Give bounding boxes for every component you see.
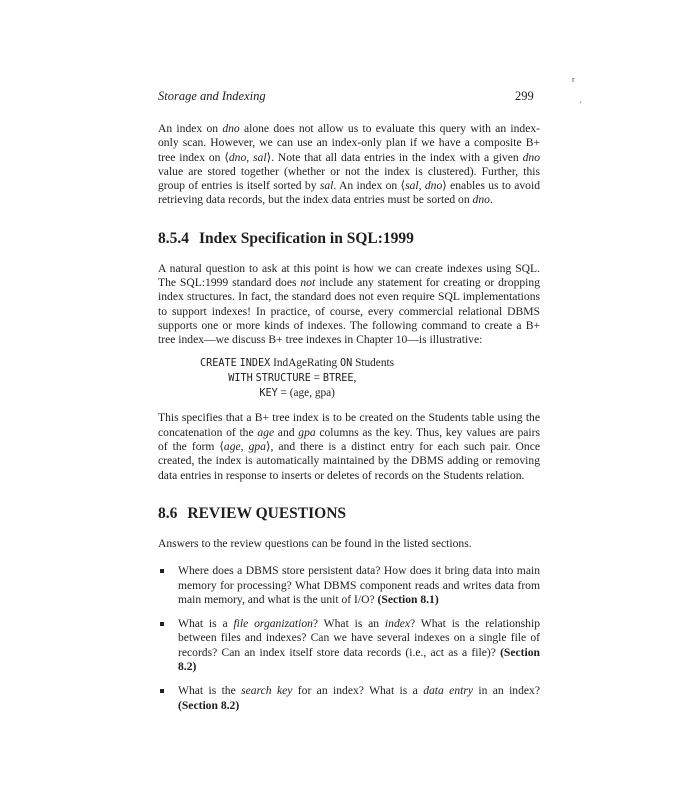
margin-mark: ' bbox=[580, 100, 582, 109]
list-item: What is the search key for an index? What is a data entry in an index? (Section 8.2) bbox=[158, 684, 540, 713]
section-heading-8-6: 8.6 REVIEW QUESTIONS bbox=[158, 504, 347, 522]
index-explanation-paragraph: This specifies that a B+ tree index is to be created on the Students table using the concatenation of the age and gpa columns as the key. Thus, key values are pairs of the form ⟨age, gpa⟩, and there is a distinct entry for each such pair. Once created, the index is automatically maintained by the DBMS adding or removing data entries in response to inserts or deletes of records on the Students relation. bbox=[158, 411, 540, 482]
review-intro: Answers to the review questions can be found in the listed sections. bbox=[158, 536, 472, 550]
running-header-title: Storage and Indexing bbox=[158, 89, 266, 103]
page-number: 299 bbox=[515, 89, 534, 103]
page-body bbox=[158, 122, 540, 713]
bullet-icon bbox=[160, 569, 164, 573]
intro-paragraph: An index on dno alone does not allow us to evaluate this query with an index-only scan. However, we can use an index-only plan if we have a composite B+ tree index on ⟨dno, sal⟩. Note that all data entries in the index with a given dno value are stored together (whether or not the index is clustered). Further, this group of entries is itself sorted by sal. An index on ⟨sal, dno⟩ enables us to avoid retrieving data records, but the index data entries must be sorted on dno. bbox=[158, 122, 541, 207]
list-item: Where does a DBMS store persistent data? How does it bring data into main memory for processing? What DBMS component reads and writes data from main memory, and what is the unit of I/O? (Section 8.1) bbox=[158, 564, 540, 607]
sql-paragraph: A natural question to ask at this point is how we can create indexes using SQL. The SQL:1999 standard does not include any statement for creating or dropping index structures. In fact, the standard does not even require SQL implementations to support indexes! In practice, of course, every commercial relational DBMS supports one or more kinds of indexes. The following command to create a B+ tree index—we discuss B+ tree indexes in Chapter 10—is illustrative: bbox=[158, 261, 540, 347]
sql-code-block: CREATE INDEX IndAgeRating ON Students WITH STRUCTURE = BTREE, KEY = (age, gpa) bbox=[200, 356, 395, 400]
review-question-list bbox=[158, 564, 540, 713]
margin-mark: r bbox=[572, 75, 575, 84]
section-heading-8-5-4: 8.5.4 Index Specification in SQL:1999 bbox=[158, 229, 414, 247]
bullet-icon bbox=[160, 689, 164, 693]
bullet-icon bbox=[160, 622, 164, 626]
list-item: What is a file organization? What is an index? What is the relationship between files and indexes? Can we have several indexes on a single file of records? Can an index itself store data records (i.e., act as a file)? (Section 8.2) bbox=[158, 617, 540, 674]
